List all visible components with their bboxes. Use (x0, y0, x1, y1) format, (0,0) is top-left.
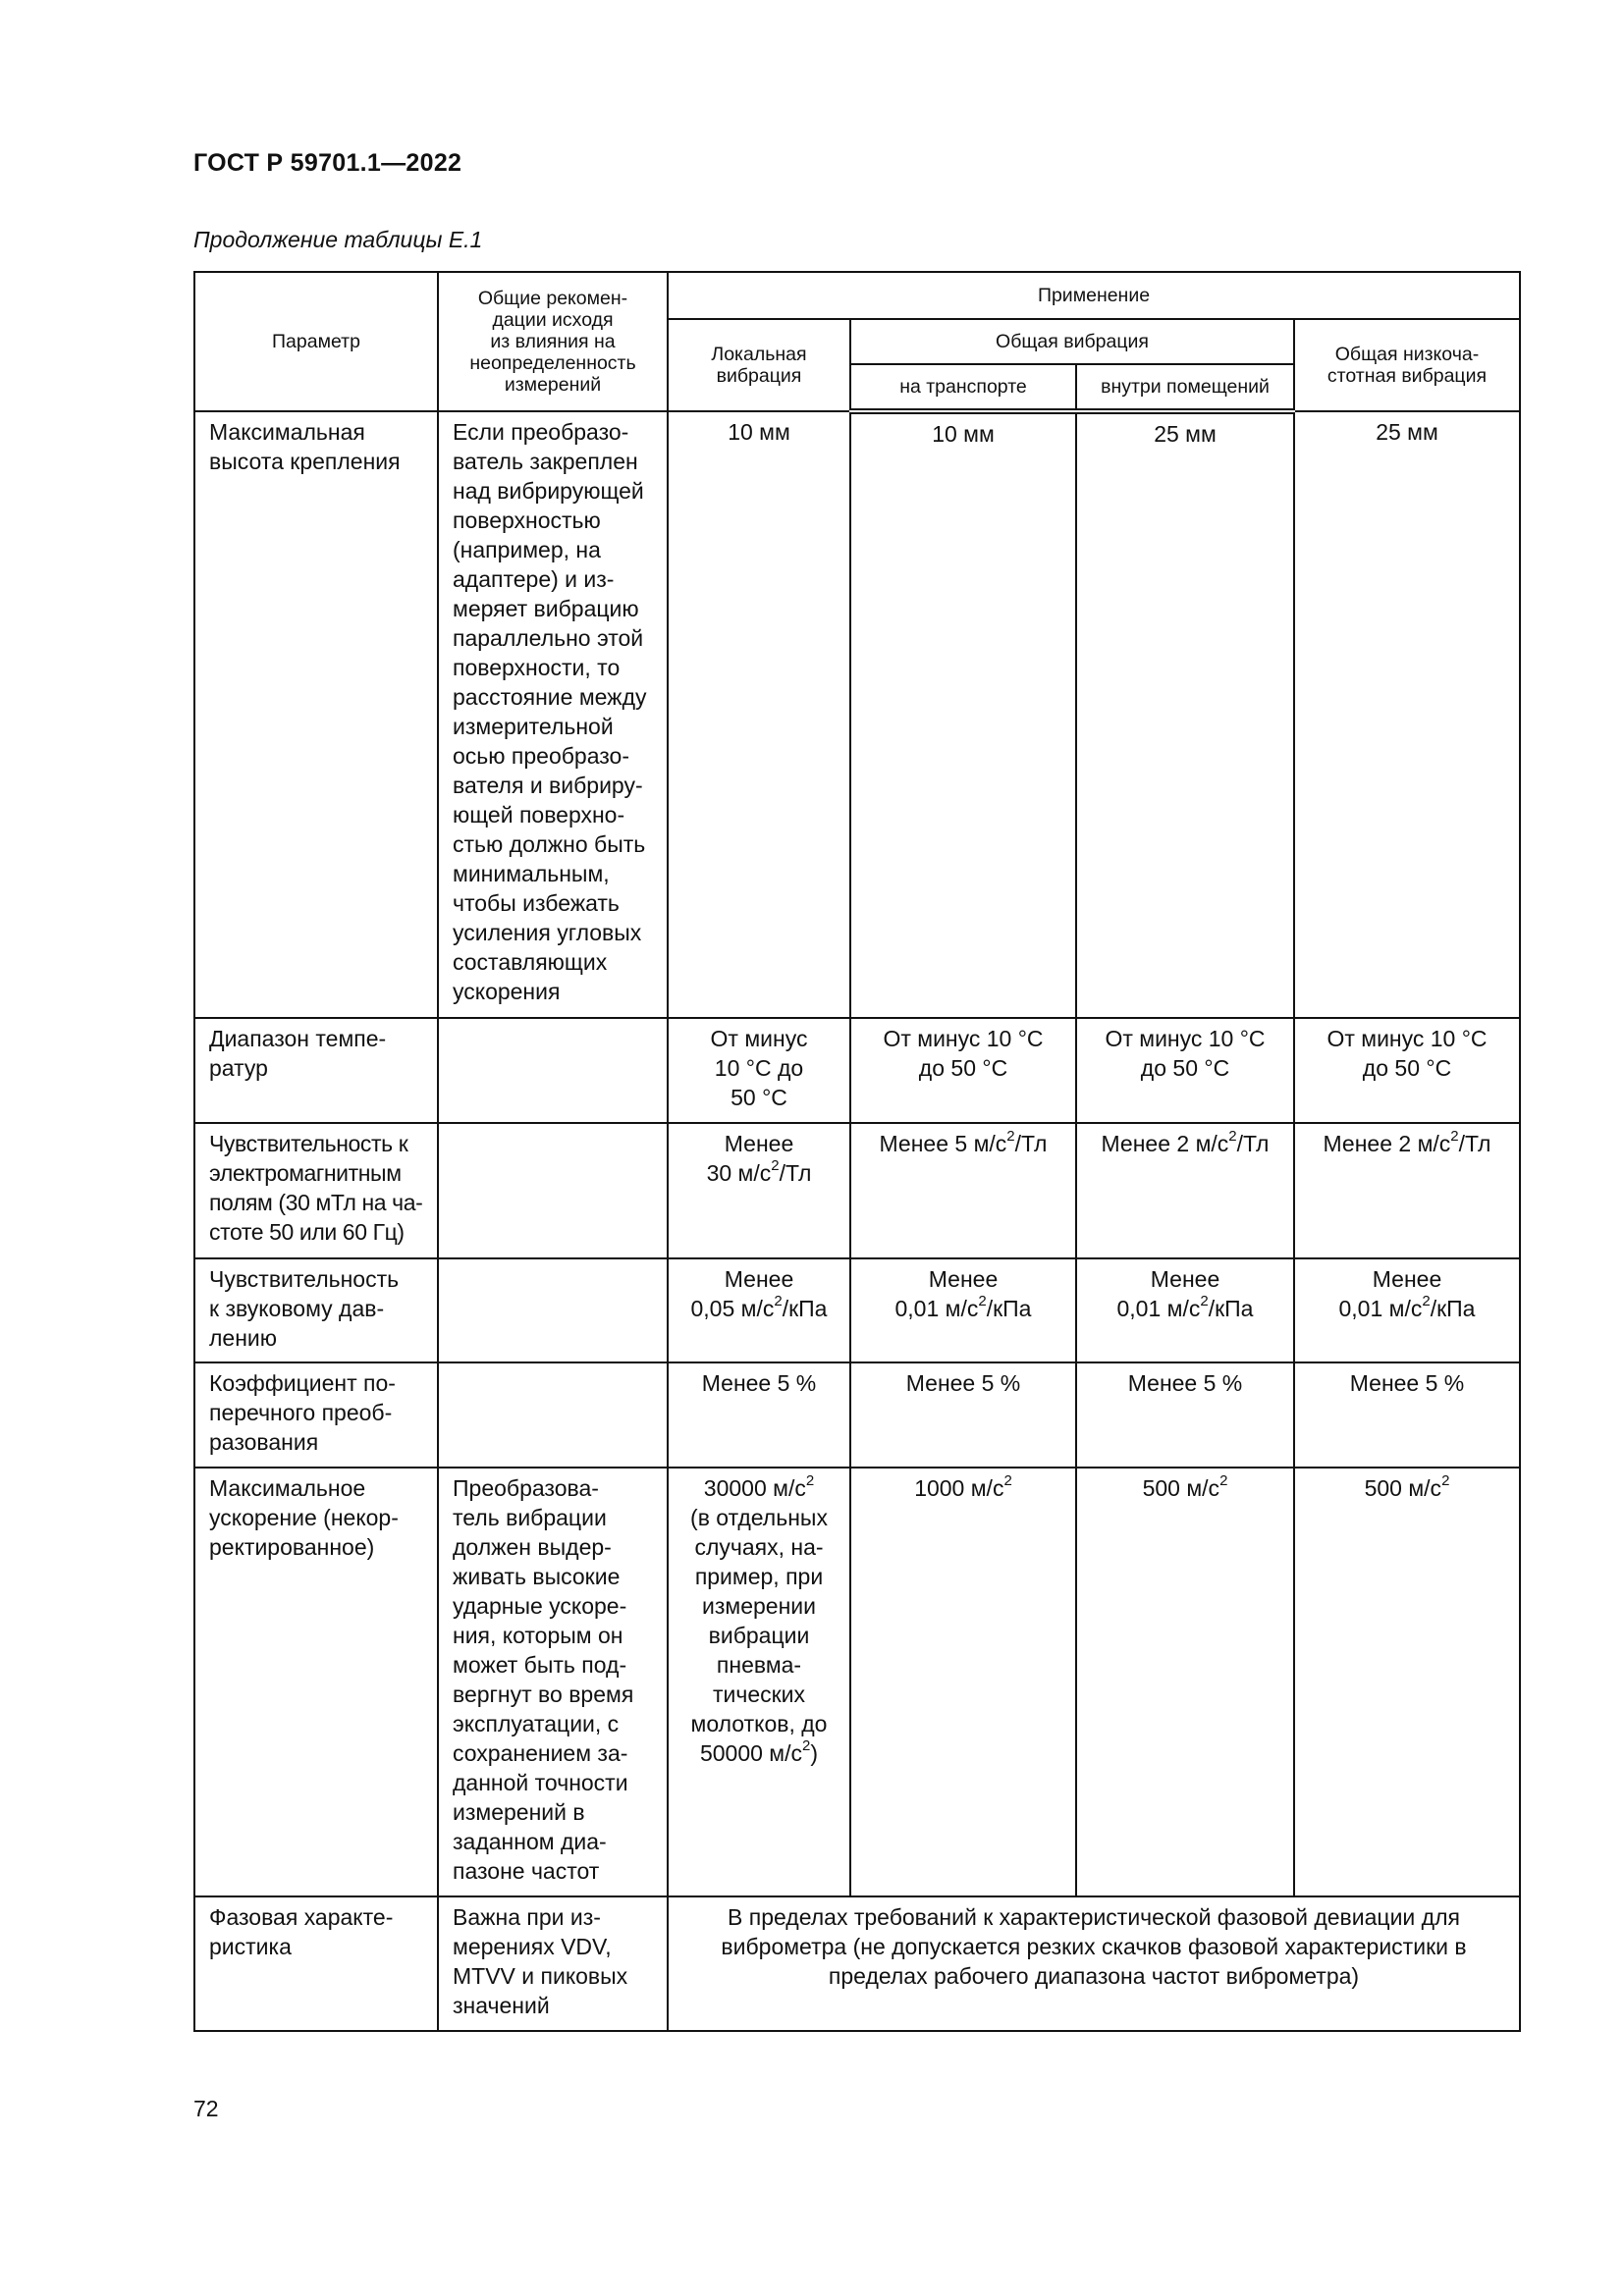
table-row (194, 1896, 1520, 2031)
cell-merged-application: В пределах требований к характеристической фазовой девиации для виброметра (не допускается резких скачков фазовой характеристики в пределах рабочего диапазона частот виброметра) (668, 1896, 1520, 2031)
table-caption: Продолжение таблицы Е.1 (193, 227, 483, 252)
header-application: Применение (668, 272, 1520, 319)
cell-indoors: Менее 2 $м/с^2/Тл$ (1076, 1123, 1294, 1258)
cell-local: Менее 30 $м/с^2/Тл$ (668, 1123, 850, 1258)
table-row (194, 1123, 1520, 1258)
cell-parameter: Диапазон темпе- ратур (194, 1018, 438, 1123)
cell-parameter: Чувствительность к звуковому дав- лению (194, 1258, 438, 1362)
cell-indoors: От минус 10 °С до 50 °С (1076, 1018, 1294, 1123)
cell-low-freq: 500 $м/с^2$ (1294, 1468, 1520, 1896)
cell-local: 10 мм (668, 411, 850, 1018)
cell-recommendation: Важна при из- мерениях VDV, MTVV и пиковых значений (438, 1896, 668, 2031)
cell-low-freq: Менее 0,01 $м/с^2$/кПа (1294, 1258, 1520, 1362)
document-code: ГОСТ Р 59701.1—2022 (193, 149, 462, 177)
header-on-transport: на транспорте (850, 364, 1076, 411)
cell-indoors: Менее 5 % (1076, 1362, 1294, 1468)
cell-indoors: 500 $м/с^2$ (1076, 1468, 1294, 1896)
cell-parameter: Коэффициент по- перечного преоб- разования (194, 1362, 438, 1468)
cell-local: Менее 5 % (668, 1362, 850, 1468)
page-number: 72 (193, 2096, 219, 2121)
cell-transport: 10 мм (850, 411, 1076, 1018)
cell-recommendation: Преобразова- тель вибрации должен выдер- живать высокие ударные ускоре- ния, которым он может быть под- вергнут во время эксплуатации, с сохранением за- данной точности измерений в заданном диа- пазоне частот (438, 1468, 668, 1896)
spec-table (193, 271, 1521, 2032)
header-general-recommendations: Общие рекомен- дации исходя из влияния на неопределенность измерений (438, 272, 668, 411)
cell-transport: Менее 0,01 $м/с^2$/кПа (850, 1258, 1076, 1362)
cell-indoors: 25 мм (1076, 411, 1294, 1018)
table-row (194, 1468, 1520, 1896)
cell-local: От минус 10 °С до 50 °С (668, 1018, 850, 1123)
cell-low-freq: 25 мм (1294, 411, 1520, 1018)
header-indoors: внутри помещений (1076, 364, 1294, 411)
header-low-frequency: Общая низкоча- стотная вибрация (1294, 319, 1520, 411)
cell-recommendation: Если преобразо- ватель закреплен над вибрирующей поверхностью (например, на адаптере) и из- меряет вибрацию параллельно этой поверхности, то расстояние между измерительной осью преобразо- вателя и вибриру- ющей поверхно- стью должно быть минимальным, чтобы избежать усиления угловых составляющих ускорения (438, 411, 668, 1018)
table-row (194, 1258, 1520, 1362)
cell-transport: Менее 5 $м/с^2/Тл$ (850, 1123, 1076, 1258)
cell-parameter: Фазовая характе- ристика (194, 1896, 438, 2031)
header-local-vibration: Локальная вибрация (668, 319, 850, 411)
cell-indoors: Менее 0,01 $м/с^2$/кПа (1076, 1258, 1294, 1362)
header-general-vibration: Общая вибрация (850, 319, 1294, 364)
table-row (194, 1018, 1520, 1123)
cell-low-freq: Менее 2 $м/с^2/Тл$ (1294, 1123, 1520, 1258)
cell-parameter: Максимальная высота крепления (194, 411, 438, 1018)
cell-recommendation (438, 1018, 668, 1123)
cell-transport: 1000 $м/с^2$ (850, 1468, 1076, 1896)
table-row (194, 411, 1520, 1018)
header-parameter: Параметр (194, 272, 438, 411)
cell-low-freq: От минус 10 °С до 50 °С (1294, 1018, 1520, 1123)
cell-parameter: Максимальное ускорение (некор- ректированное) (194, 1468, 438, 1896)
cell-local: Менее 0,05 $м/с^2$/кПа (668, 1258, 850, 1362)
cell-low-freq: Менее 5 % (1294, 1362, 1520, 1468)
cell-transport: Менее 5 % (850, 1362, 1076, 1468)
cell-parameter: Чувствительность к электромагнитным полям (30 мТл на ча- стоте 50 или 60 Гц) (194, 1123, 438, 1258)
cell-recommendation (438, 1123, 668, 1258)
cell-recommendation (438, 1258, 668, 1362)
cell-transport: От минус 10 °С до 50 °С (850, 1018, 1076, 1123)
cell-recommendation (438, 1362, 668, 1468)
table-row (194, 1362, 1520, 1468)
cell-local: 30000 $м/с^2$ (в отдельных случаях, на- пример, при измерении вибрации пневма- тических молотков, до 50000 $м/с^2$) (668, 1468, 850, 1896)
